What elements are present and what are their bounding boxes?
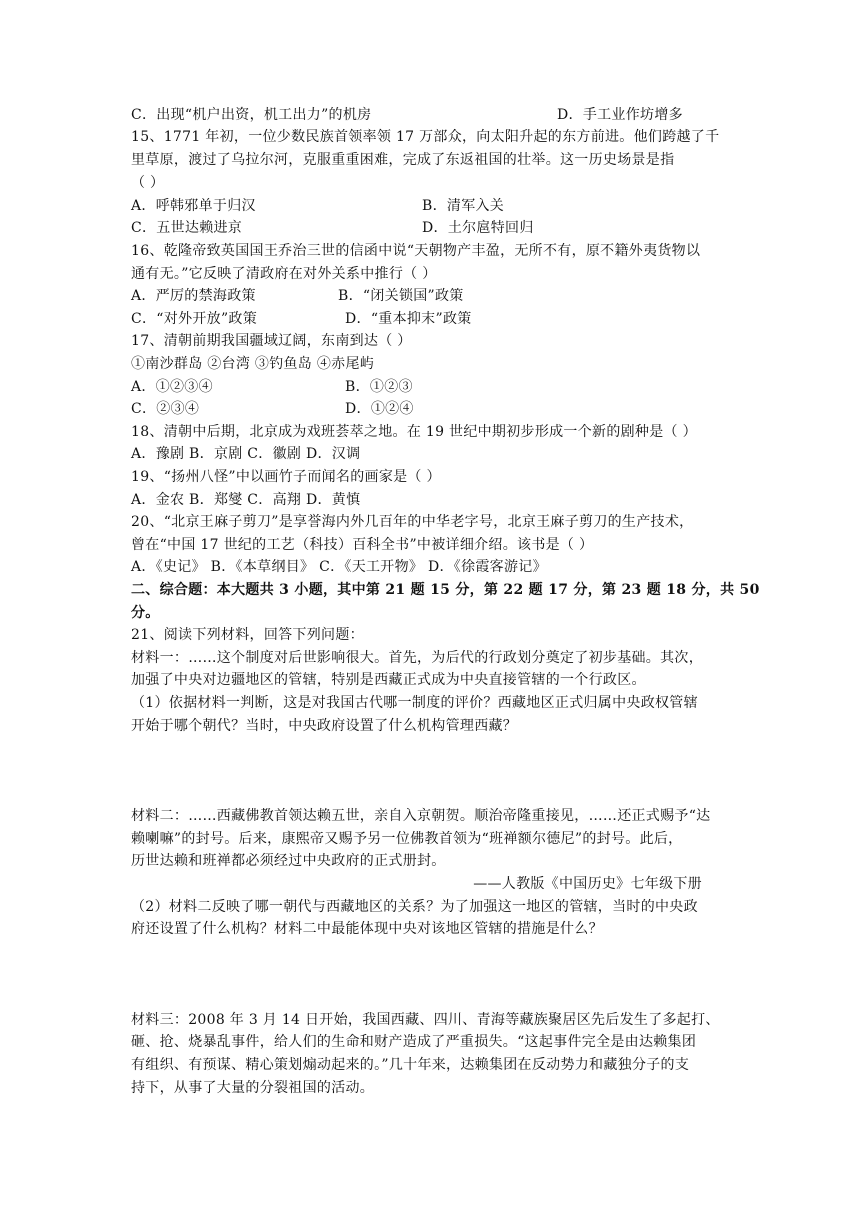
- q19-options: A．金农 B．郑燮 C．高翔 D．黄慎: [131, 492, 361, 508]
- q21-material3-line2: 砸、抢、烧暴乱事件，给人们的生命和财产造成了严重损失。“这起事件完全是由达赖集团: [131, 1034, 697, 1050]
- q17-option-b: B．①②③: [345, 379, 413, 395]
- q14-options-cd: [131, 104, 741, 126]
- q20-options: A．《史记》 B．《本草纲目》 C．《天工开物》 D．《徐霞客游记》: [131, 559, 547, 575]
- q21-material1-line2: 加强了中央对边疆地区的管辖，特别是西藏正式成为中央直接管辖的一个行政区。: [131, 672, 646, 688]
- q16-stem-line1: 16、乾隆帝致英国国王乔治三世的信函中说“天朝物产丰盈，无所不有，原不籍外夷货物以: [131, 243, 701, 259]
- q16-option-a: A．严厉的禁海政策: [131, 288, 256, 304]
- q17-options-cd: [131, 398, 741, 420]
- q16-option-c: C．“对外开放”政策: [131, 311, 258, 327]
- q15-stem-line1: 15、1771 年初，一位少数民族首领率领 17 万部众，向太阳升起的东方前进。他们跨越了千: [131, 129, 720, 145]
- q20-stem-line2: 曾在“中国 17 世纪的工艺（科技）百科全书”中被详细介绍。该书是（ ）: [131, 537, 594, 553]
- q21-question2-line1: （2）材料二反映了哪一朝代与西藏地区的关系？为了加强这一地区的管辖，当时的中央政: [131, 899, 698, 915]
- q17-option-d: D．①②④: [345, 401, 414, 417]
- q17-items: ①南沙群岛 ②台湾 ③钓鱼岛 ④赤尾屿: [131, 356, 375, 372]
- q15-stem-line2: 里草原，渡过了乌拉尔河，克服重重困难，完成了东返祖国的壮举。这一历史场景是指: [131, 152, 675, 168]
- q21-material2-source: ——人教版《中国历史》七年级下册: [473, 876, 702, 892]
- q18-options: A．豫剧 B．京剧 C．徽剧 D．汉调: [131, 446, 361, 462]
- q17-stem: 17、清朝前期我国疆域辽阔，东南到达（ ）: [131, 333, 412, 349]
- q18-stem: 18、清朝中后期，北京成为戏班荟萃之地。在 19 世纪中期初步形成一个新的剧种是（ ）: [131, 424, 697, 440]
- q15-options-ab: [131, 195, 741, 217]
- q14-option-c: C．出现“机户出资，机工出力”的机房: [131, 107, 372, 123]
- q20-stem-line1: 20、“北京王麻子剪刀”是享誉海内外几百年的中华老字号，北京王麻子剪刀的生产技术，: [131, 514, 694, 530]
- q17-option-c: C．②③④: [131, 401, 200, 417]
- q19-stem: 19、“扬州八怪”中以画竹子而闻名的画家是（ ）: [131, 469, 441, 485]
- q16-options-cd: [131, 308, 741, 330]
- section2-heading-line1: 二、综合题：本大题共 3 小题，其中第 21 题 15 分，第 22 题 17 分，第 23 题 18 分，共 50: [131, 582, 760, 598]
- section2-heading-line2: 分。: [131, 605, 160, 621]
- q21-material2-line1: 材料二：……西藏佛教首领达赖五世，亲自入京朝贺。顺治帝隆重接见，……还正式赐予“达: [131, 808, 711, 824]
- q15-option-a: A．呼韩邪单于归汉: [131, 198, 256, 214]
- q15-options-cd: [131, 217, 741, 239]
- q16-stem-line2: 通有无。”它反映了清政府在对外关系中推行（ ）: [131, 266, 437, 282]
- q21-material1-line1: 材料一：……这个制度对后世影响很大。首先，为后代的行政划分奠定了初步基础。其次，: [131, 650, 703, 666]
- q21-material2-line2: 赖喇嘛”的封号。后来，康熙帝又赐予另一位佛教首领为“班禅额尔德尼”的封号。此后，: [131, 831, 683, 847]
- q16-options-ab: [131, 285, 741, 307]
- q21-material2-line3: 历世达赖和班禅都必须经过中央政府的正式册封。: [131, 853, 446, 869]
- q17-option-a: A．①②③④: [131, 379, 213, 395]
- q21-material3-line1: 材料三：2008 年 3 月 14 日开始，我国西藏、四川、青海等藏族聚居区先后发生了多起打、: [131, 1012, 720, 1028]
- q21-intro: 21、阅读下列材料，回答下列问题：: [131, 627, 364, 643]
- q17-options-ab: [131, 376, 741, 398]
- q15-option-d: D．土尔扈特回归: [422, 220, 534, 236]
- q21-question1-line2: 开始于哪个朝代？当时，中央政府设置了什么机构管理西藏？: [131, 718, 518, 734]
- q21-question1-line1: （1）依据材料一判断，这是对我国古代哪一制度的评价？西藏地区正式归属中央政权管辖: [131, 695, 698, 711]
- q21-material3-line3: 有组织、有预谋、精心策划煽动起来的。”几十年来，达赖集团在反动势力和藏独分子的支: [131, 1057, 690, 1073]
- q16-option-d: D．“重本抑末”政策: [345, 311, 472, 327]
- q21-material3-line4: 持下，从事了大量的分裂祖国的活动。: [131, 1080, 375, 1096]
- q21-question2-line2: 府还设置了什么机构？材料二中最能体现中央对该地区管辖的措施是什么？: [131, 921, 603, 937]
- q15-answer-blank: （ ）: [131, 175, 165, 191]
- q16-option-b: B．“闭关锁国”政策: [338, 288, 464, 304]
- q15-option-b: B．清军入关: [422, 198, 505, 214]
- q14-option-d: D．手工业作坊增多: [557, 107, 683, 123]
- q15-option-c: C．五世达赖进京: [131, 220, 243, 236]
